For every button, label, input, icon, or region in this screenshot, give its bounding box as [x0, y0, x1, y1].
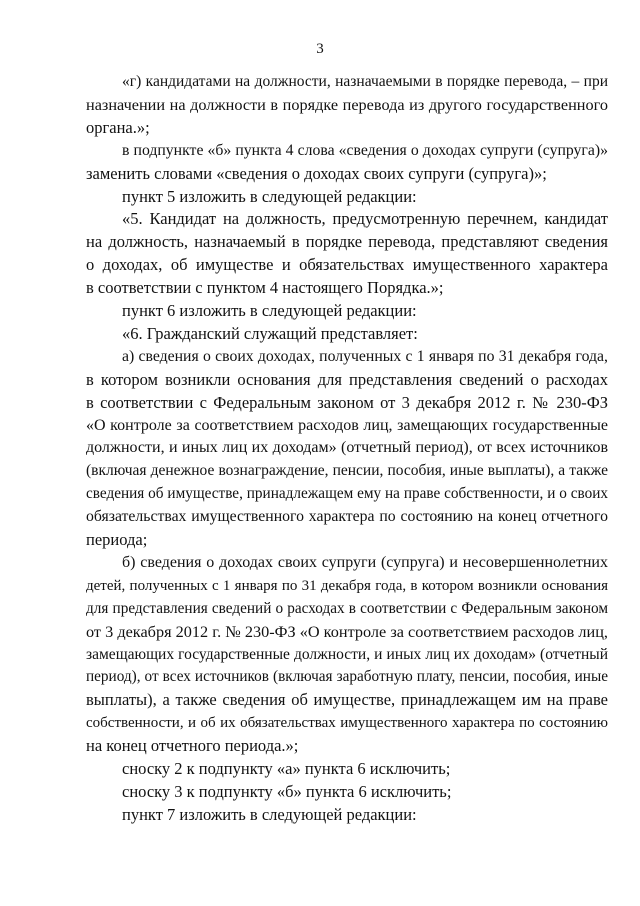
text-line: а) сведения о своих доходах, полученных с 1 января по 31 декабря года,: [122, 347, 608, 365]
text-line: периода;: [86, 530, 148, 549]
text-line: б) сведения о доходах своих супруги (супруга) и несовершеннолетних: [122, 553, 608, 571]
text-line: пункт 7 изложить в следующей редакции:: [122, 804, 417, 824]
page-number: 3: [316, 41, 324, 57]
text-line: собственности, и об их обязательствах имущественного характера по состоянию: [86, 715, 608, 732]
text-line: сноску 3 к подпункту «б» пункта 6 исключить;: [122, 781, 452, 801]
text-line: для представления сведений о расходах в соответствии с Федеральным законом: [86, 599, 608, 617]
text-line: обязательствах имущественного характера по состоянию на конец отчетного: [86, 508, 608, 526]
text-line: период), от всех источников (включая заработную плату, пенсии, пособия, иные: [86, 668, 608, 686]
text-line: от 3 декабря 2012 г. № 230-ФЗ «О контроле за соответствием расходов лиц,: [86, 622, 608, 641]
text-line: заменить словами «сведения о доходах своих супруги (супруга)»;: [86, 163, 547, 183]
text-line: о доходах, об имуществе и обязательствах имущественного характера: [86, 255, 608, 275]
text-line: детей, полученных с 1 января по 31 декабря года, в котором возникли основания: [86, 577, 608, 594]
text-line: в соответствии с Федеральным законом от 3 декабря 2012 г. № 230-ФЗ: [86, 392, 608, 412]
text-line: органа.»;: [86, 117, 150, 137]
text-line: выплаты), а также сведения об имуществе, принадлежащем им на праве: [86, 690, 608, 710]
text-line: «г) кандидатами на должности, назначаемыми в порядке перевода, – при: [122, 73, 608, 90]
text-line: на конец отчетного периода.»;: [86, 736, 299, 756]
text-line: пункт 6 изложить в следующей редакции:: [122, 301, 417, 320]
text-line: «5. Кандидат на должность, предусмотренную перечнем, кандидат: [122, 209, 608, 229]
text-line: сведения об имуществе, принадлежащем ему на праве собственности, и о своих: [86, 485, 608, 503]
text-line: «6. Гражданский служащий представляет:: [122, 323, 418, 343]
text-line: «О контроле за соответствием расходов лиц, замещающих государственные: [86, 416, 608, 434]
text-line: в соответствии с пунктом 4 настоящего Порядка.»;: [86, 278, 444, 298]
text-line: в подпункте «б» пункта 4 слова «сведения о доходах супруги (супруга)»: [122, 141, 608, 159]
text-line: на должность, назначаемый в порядке перевода, представляют сведения: [86, 232, 608, 252]
text-line: замещающих государственные должности, и иных лиц их доходам» (отчетный: [86, 645, 608, 663]
text-line: (включая денежное вознаграждение, пенсии, пособия, иные выплаты), а также: [86, 462, 608, 480]
text-line: назначении на должности в порядке перевода из другого государственного: [86, 95, 608, 114]
text-line: сноску 2 к подпункту «а» пункта 6 исключить;: [122, 759, 451, 778]
text-line: должности, и иных лиц их доходам» (отчетный период), от всех источников: [86, 439, 608, 457]
text-line: в котором возникли основания для представления сведений о расходах: [86, 369, 608, 389]
text-line: пункт 5 изложить в следующей редакции:: [122, 186, 417, 206]
